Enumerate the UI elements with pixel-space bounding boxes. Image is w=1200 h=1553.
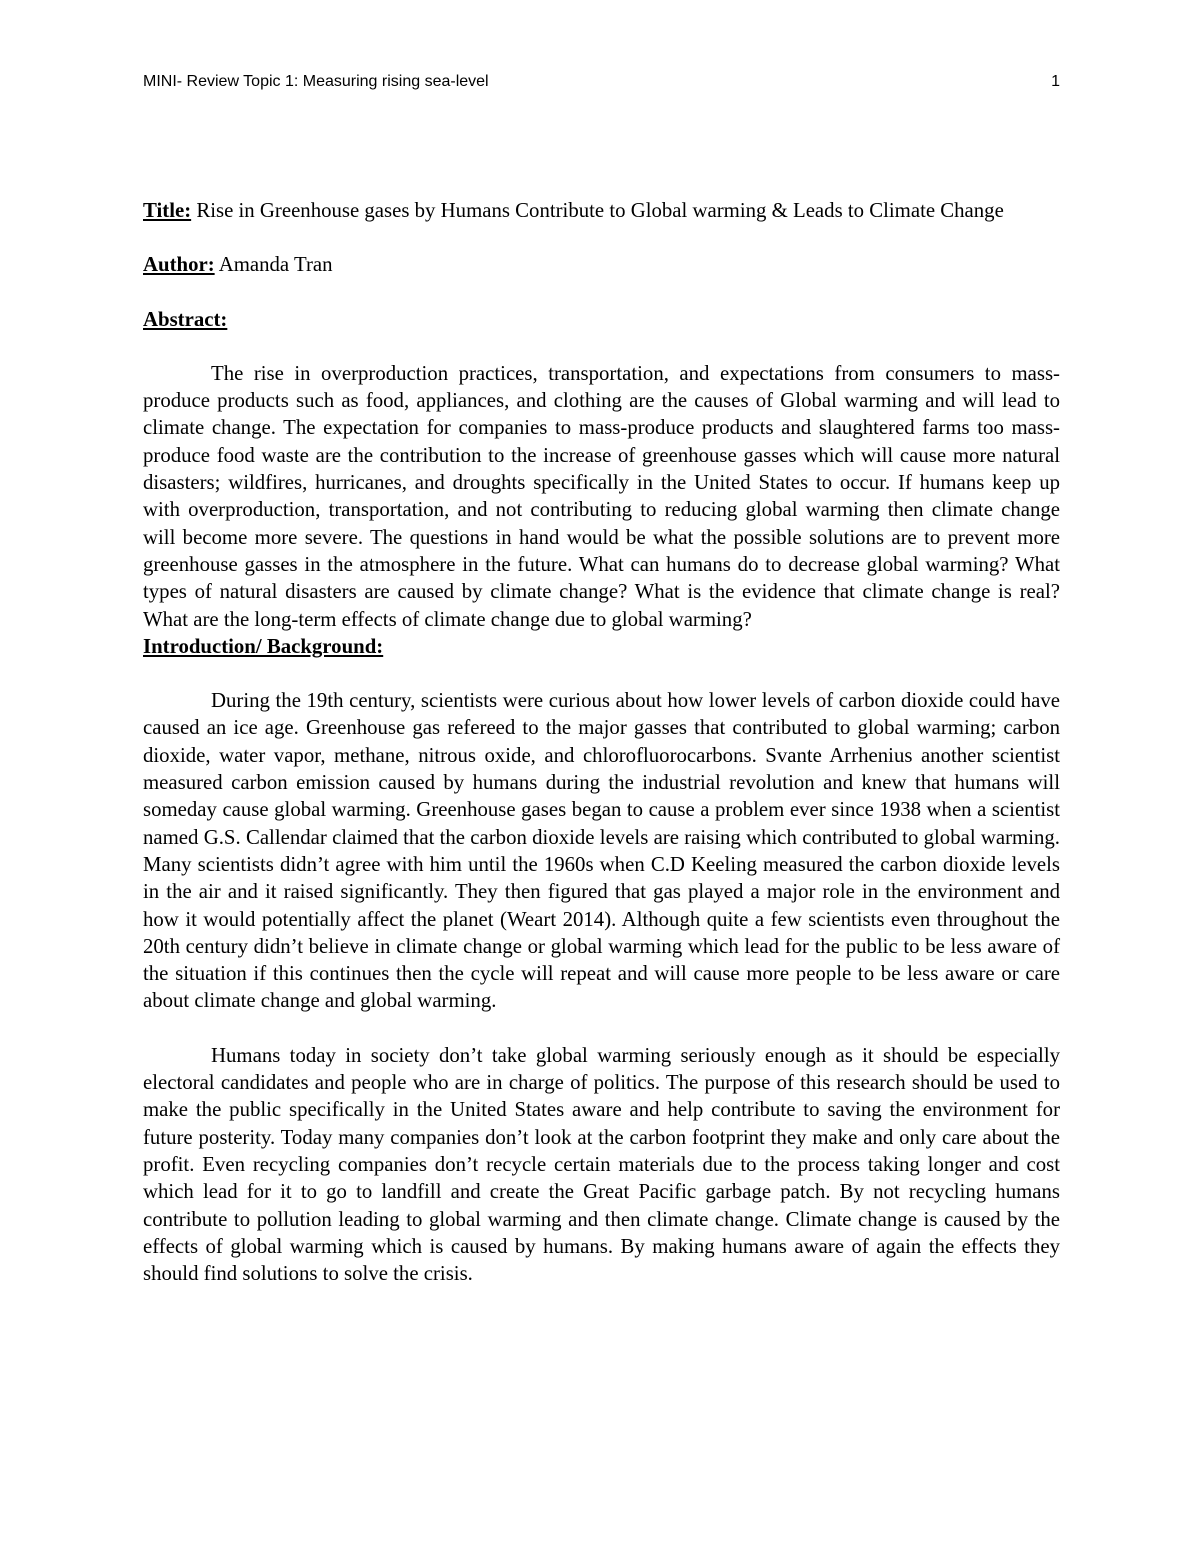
spacer [143,279,1060,306]
spacer [143,660,1060,687]
introduction-heading-line [143,633,1060,660]
abstract-paragraph: The rise in overproduction practices, transportation, and expectations from consumers to mass-produce products such as food, appliances, and clothing are the causes of Global warming and will lead to climate change. The expectation for companies to mass-produce products and slaughtered farms too mass-produce food waste are the contribution to the increase of greenhouse gasses which will cause more natural disasters; wildfires, hurricanes, and droughts specifically in the United States to occur. If humans keep up with overproduction, transportation, and not contributing to reducing global warming then climate change will become more severe. The questions in hand would be what the possible solutions are to prevent more greenhouse gasses in the atmosphere in the future. What can humans do to decrease global warming? What types of natural disasters are caused by climate change? What is the evidence that climate change is real? What are the long-term effects of climate change due to global warming? [143,361,1060,631]
author-label: Author: [143,253,215,277]
spacer [143,224,1060,251]
spacer [143,333,1060,360]
introduction-paragraph-2: Humans today in society don’t take global warming seriously enough as it should be especially electoral candidates and people who are in charge of politics. The purpose of this research should be used to make the public specifically in the United States aware and help contribute to saving the environment for future posterity. Today many companies don’t look at the carbon footprint they make and only care about the profit. Even recycling companies don’t recycle certain materials due to the process taking longer and cost which lead for it to go to landfill and create the Great Pacific garbage patch. By not recycling humans contribute to pollution leading to global warming and then climate change. Climate change is caused by the effects of global warming which is caused by humans. By making humans aware of again the effects they should find solutions to solve the crisis. [143,1043,1060,1286]
author-name: Amanda Tran [214,253,333,277]
introduction-paragraph-1: During the 19th century, scientists were curious about how lower levels of carbon dioxide could have caused an ice age. Greenhouse gas refereed to the major gasses that contributed to global warming; carbon dioxide, water vapor, methane, nitrous oxide, and chlorofluorocarbons. Svante Arrhenius another scientist measured carbon emission caused by humans during the industrial revolution and knew that humans will someday cause global warming. Greenhouse gases began to cause a problem ever since 1938 when a scientist named G.S. Callendar claimed that the carbon dioxide levels are raising which contributed to global warming. Many scientists didn’t agree with him until the 1960s when C.D Keeling measured the carbon dioxide levels in the air and it raised significantly. They then figured that gas played a major role in the environment and how it would potentially affect the planet (Weart 2014). Although quite a few scientists even throughout the 20th century didn’t believe in climate change or global warming which lead for the public to be less aware of the situation if this continues then the cycle will repeat and will cause more people to be less aware or care about climate change and global warming. [143,689,1060,1013]
abstract-heading: Abstract: [143,307,228,331]
document-body [143,197,1060,1287]
title-label: Title: [143,199,192,222]
introduction-heading: Introduction/ Background: [143,634,384,658]
abstract-heading-line [143,306,1060,333]
page-number: 1 [1051,73,1060,90]
author-line [143,251,1060,278]
spacer [143,1015,1060,1042]
title-text: Rise in Greenhouse gases by Humans Contribute to Global warming & Leads to Climate Change [191,199,1004,222]
page-header [143,73,1060,97]
title-line [143,197,1060,224]
running-header-title: MINI- Review Topic 1: Measuring rising sea-level [143,73,489,90]
